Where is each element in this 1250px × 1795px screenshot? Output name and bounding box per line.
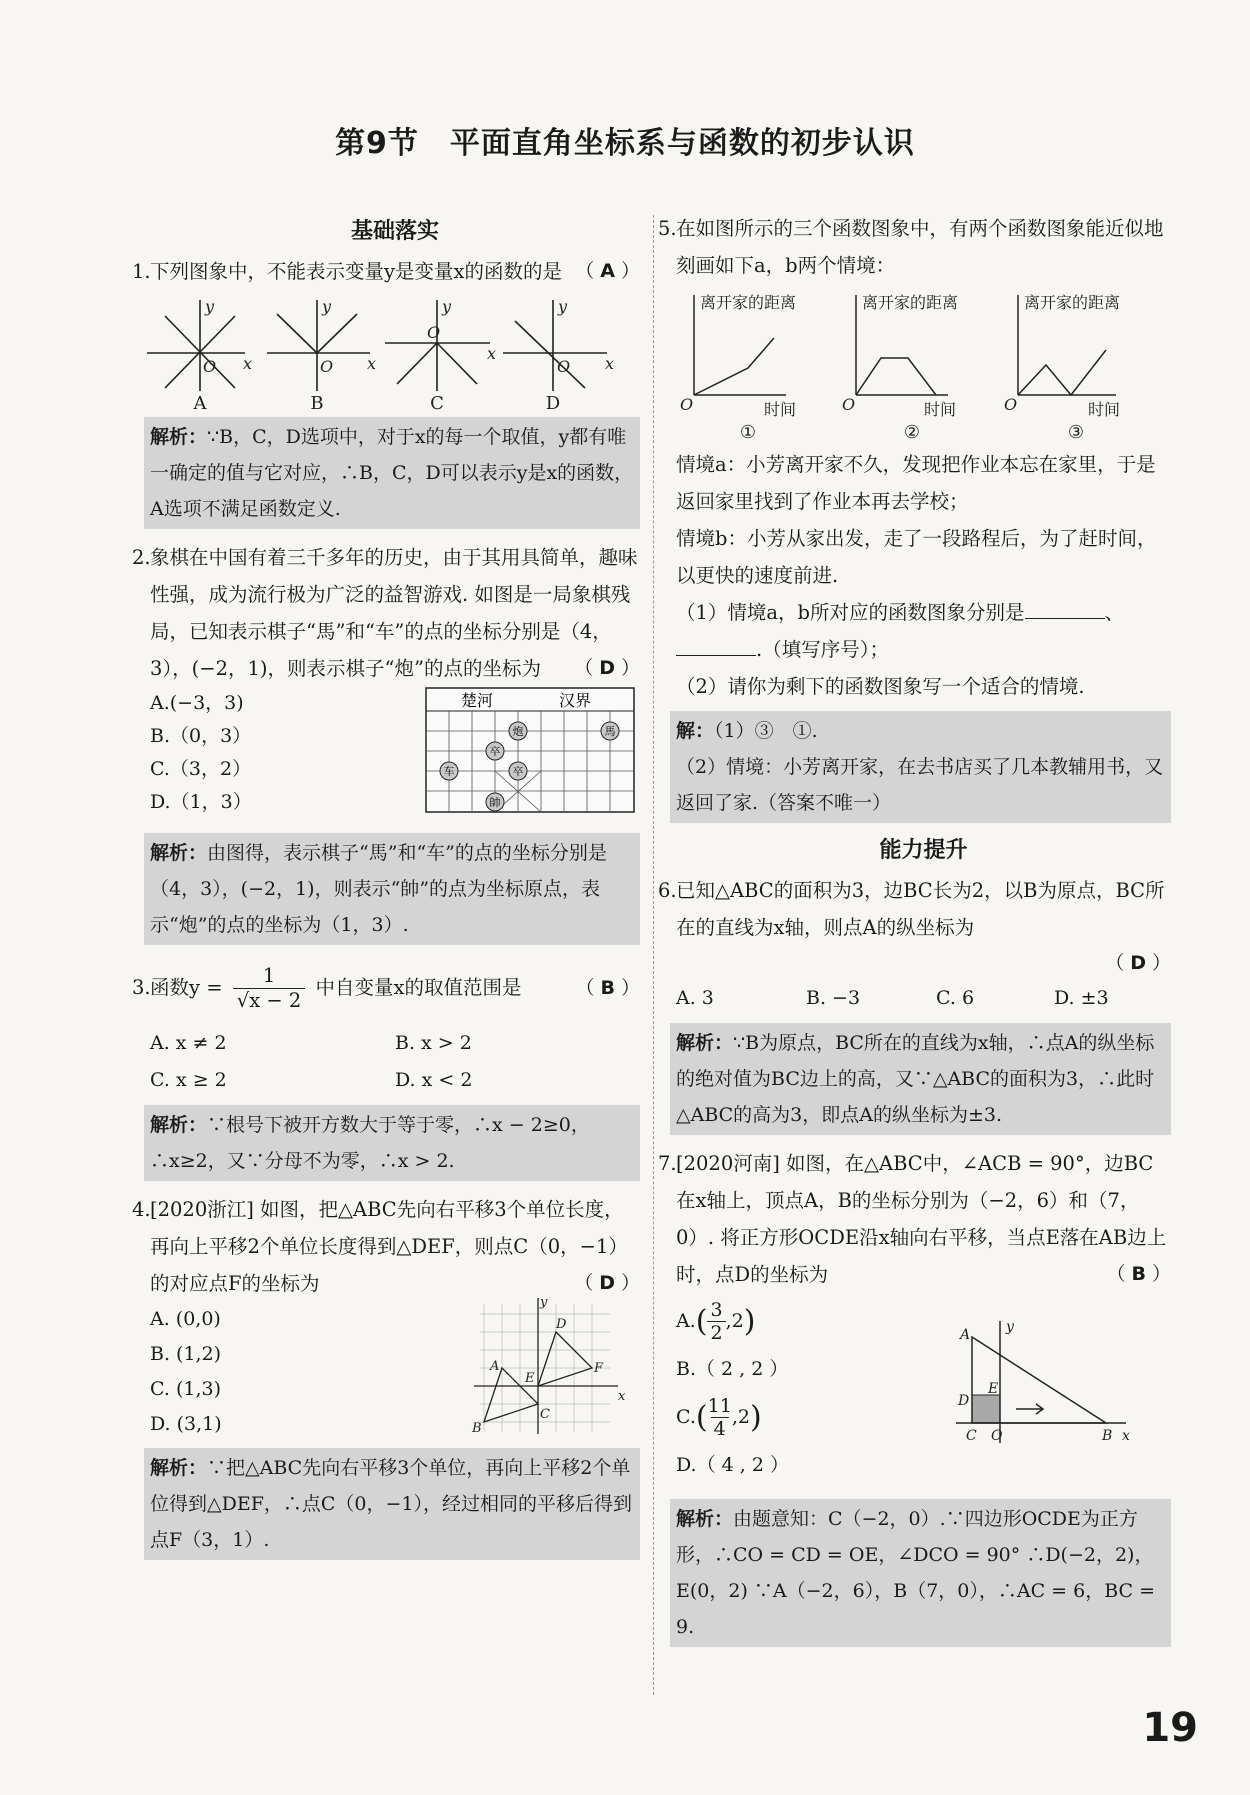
question-text: 中自变量x的取值范围是 [315,976,522,999]
option-a: A. 3 [676,987,714,1009]
question-number: 6. [658,879,677,902]
fraction-numerator: 1 [262,964,276,987]
piece-pao: 炮 [512,725,524,738]
graph-number-2: ② [903,422,921,440]
solution-4 [144,1448,640,1560]
piece-shuai: 帥 [489,796,501,809]
fraction-denominator: 4 [711,1417,729,1440]
point-b: B [472,1421,482,1436]
solution-2 [144,833,640,945]
solution-text: 由题意知：C（−2，0）.∵四边形OCDE为正方形，∴CO = CD = OE，∠DCO = 90° ∴D(−2，2)，E(0，2) ∵A（−2，6），B（7，0），∴AC = 6，BC = 9. [676,1508,1156,1638]
option-d: D. x < 2 [395,1069,473,1091]
graph-xlabel: 时间 [1088,400,1121,419]
solution-3 [144,1105,640,1181]
point-a: A [490,1359,500,1374]
solution-label: 解析： [150,842,208,864]
question-number: 5. [658,217,677,240]
point-a: A [960,1327,971,1343]
section-heading-basic: 基础落实 [350,219,439,244]
fraction-numerator: 11 [707,1394,732,1417]
point-e: E [988,1381,999,1397]
solution-label: 解析： [150,1114,208,1136]
graph-label-b: B [310,393,324,411]
axis-y: y [1006,1319,1014,1335]
blank-2 [676,635,756,656]
question-4 [132,1191,640,1302]
solution-label: 解析： [150,1457,208,1479]
page-title: 第9节 平面直角坐标系与函数的初步认识 [335,126,915,161]
option-letter: C. [676,1406,696,1428]
graph-label-c: C [430,393,444,411]
fraction [707,1299,725,1344]
solution-text-2: （2）情境：小芳离开家，在去书店买了几本教辅用书，又返回了家.（答案不唯一） [676,756,1164,814]
solution-text: ∵根号下被开方数大于等于零，∴x − 2≥0，∴x≥2，又∵分母不为零，∴x > 2. [150,1114,590,1172]
section-heading-advanced: 能力提升 [879,838,968,863]
question-number: 3. [132,976,151,999]
graph-xlabel: 时间 [924,400,957,419]
solution-text: ∵B为原点，BC所在的直线为x轴，∴点A的纵坐标的绝对值为BC边上的高，又∵△ABC的面积为3，∴此时△ABC的高为3，即点A的纵坐标为±3. [676,1032,1155,1126]
chess-board [425,687,635,817]
origin-label: O [320,357,334,376]
question-1 [132,253,640,290]
q5-part-2: （2）请你为剩下的函数图象写一个适合的情境. [676,675,1085,698]
solution-text: ∵B，C，D选项中，对于x的每一个取值，y都有唯一确定的值与它对应，∴B，C，D可以表示y是x的函数，A选项不满足函数定义. [150,426,634,520]
option-c: C. 6 [936,987,975,1009]
blank-1 [1025,598,1105,619]
axis-label: x [243,354,253,373]
answer-letter: B [1131,1263,1146,1285]
graph-label-d: D [545,393,561,411]
q2-body [150,687,640,827]
graph-label-a: A [193,393,207,411]
part-1-text: （1）情境a，b所对应的函数图象分别是 [676,601,1025,624]
solution-label: 解析： [676,1032,734,1054]
board-label-left: 楚河 [460,691,494,710]
origin-label: O [557,357,571,376]
answer-box: （ A ） [575,260,640,282]
origin-label: O [203,357,217,376]
question-text: 在如图所示的三个函数图象中，有两个函数图象能近似地刻画如下a，b两个情境： [676,217,1164,277]
option-c: C.（3，2） [150,758,252,780]
fraction-denominator: √x − 2 [233,988,306,1013]
question-text: [2020河南] 如图，在△ABC中，∠ACB = 90°，边BC在x轴上，顶点A，B的坐标分别为（−2，6）和（7，0）. 将正方形OCDE沿x轴向右平移，当点E落在AB边上时，点D的坐标为 [676,1152,1167,1286]
q7-triangle-figure [946,1313,1146,1453]
solution-label: 解： [676,720,715,742]
axis-label: x [367,354,377,373]
option-b: B.（ 2 , 2 ） [676,1358,789,1380]
graph-ylabel: 离开家的距离 [1024,293,1121,312]
question-text: 已知△ABC的面积为3，边BC长为2，以B为原点，BC所在的直线为x轴，则点A的纵坐标为 [676,879,1165,939]
part-1-sep: 、 [1104,601,1125,624]
option-letter: A. [676,1310,696,1332]
fraction [233,964,306,1013]
option-value: ,2 [725,1310,744,1332]
option-c: C. x ≥ 2 [150,1069,227,1091]
point-c: C [540,1407,550,1422]
answer-letter: A [600,260,615,282]
option-a: A. ( $\frac{3}{2}$ ,2 ) [676,1298,756,1344]
question-text: 下列图象中，不能表示变量y是变量x的函数的是 [150,260,563,283]
fraction [708,1395,732,1440]
question-2 [132,539,640,687]
left-column [132,210,640,1570]
axis-label: y [540,1295,548,1310]
piece-ma: 馬 [604,725,616,738]
function-prefix: 函数y = [150,976,223,999]
question-number: 2. [132,546,151,569]
answer-box: （ D ） [574,1272,640,1294]
fraction-numerator: 3 [710,1298,723,1321]
solution-text: 由图得，表示棋子“馬”和“车”的点的坐标分别是（4，3），(−2，1)，则表示“帥”的点为坐标原点，表示“炮”的点的坐标为（1，3）. [150,842,607,936]
question-5 [658,210,1171,284]
answer-letter: B [600,977,615,999]
option-c: C. (1,3) [150,1378,221,1400]
graph-ylabel: 离开家的距离 [700,293,797,312]
scenario-b: 情境b：小芳从家出发，走了一段路程后，为了赶时间，以更快的速度前进. [676,527,1157,587]
question-number: 4. [132,1198,151,1221]
option-value: ,2 [731,1406,750,1428]
part-1-tail: .（填写序号）； [756,638,889,661]
piece-che: 车 [443,765,455,778]
axis-label: y [205,297,215,316]
piece-zu2: 卒 [512,765,524,778]
axis-label: y [558,297,568,316]
question-text: 象棋在中国有着三千多年的历史，由于其用具简单，趣味性强，成为流行极为广泛的益智游戏. 如图是一局象棋残局，已知表示棋子“馬”和“车”的点的坐标分别是（4，3），(−2，1)，则表示棋子“炮”的点的坐标为 [150,546,638,680]
q7-body [676,1293,1171,1493]
solution-6 [670,1023,1171,1135]
point-d: D [556,1317,567,1332]
option-d: D.（ 4 , 2 ） [676,1454,789,1476]
q1-graphs [145,296,635,411]
q4-translation-figure [470,1294,630,1439]
point-b: B [1102,1428,1113,1444]
solution-7 [670,1499,1171,1647]
point-c: C [966,1428,977,1444]
option-c: C. ( $\frac{11}{4}$ ,2 ) [676,1394,762,1440]
solution-text-1: （1）③ ①. [714,720,818,742]
graph-xlabel: 时间 [764,400,797,419]
answer-box: （ D ） [574,657,640,679]
axis-label: x [618,1389,626,1404]
answer-letter: D [599,1272,615,1294]
q6-options [676,980,1171,1017]
q5-graphs [676,290,1171,440]
solution-text: ∵把△ABC先向右平移3个单位，再向上平移2个单位得到△DEF，∴点C（0，−1），经过相同的平移后得到点F（3，1）. [150,1457,633,1551]
graph-number-1: ① [739,422,757,440]
axis-label: y [442,297,452,316]
question-7 [658,1145,1171,1293]
option-d: D.（1，3） [150,791,252,813]
point-o: O [991,1428,1003,1444]
answer-box: （ D ） [1105,952,1171,974]
axis-label: y [322,297,332,316]
question-6 [658,872,1171,946]
graph-ylabel: 离开家的距离 [862,293,959,312]
answer-box: （ B ） [1106,1263,1171,1285]
origin-label: O [427,323,441,342]
option-b: B. (1,2) [150,1343,222,1365]
question-number: 7. [658,1152,677,1175]
scenario-a: 情境a：小芳离开家不久，发现把作业本忘在家里，于是返回家里找到了作业本再去学校； [676,453,1156,513]
page-number: 19 [1142,1705,1198,1751]
solution-label: 解析： [676,1508,734,1530]
solution-1 [144,417,640,529]
option-a: A. (0,0) [150,1308,221,1330]
q5-part-1 [676,594,1171,668]
option-a: A.(−3，3) [150,692,244,714]
graph-number-3: ③ [1067,422,1085,440]
axis-label: x [605,354,615,373]
board-label-right: 汉界 [558,691,592,710]
axis-label: x [487,344,497,363]
option-b: B.（0，3） [150,725,252,747]
option-d: D. (3,1) [150,1413,222,1435]
option-a: A. x ≠ 2 [150,1032,227,1054]
right-column [658,210,1171,1657]
option-b: B. −3 [806,987,861,1009]
question-3 [132,959,640,1017]
answer-letter: D [599,657,615,679]
origin-label: O [842,395,856,414]
fraction-denominator: 2 [707,1321,725,1344]
point-e: E [525,1371,535,1386]
point-d: D [958,1393,970,1409]
question-number: 1. [132,260,151,283]
point-f: F [594,1361,604,1376]
option-d: D. ±3 [1054,987,1109,1009]
origin-label: O [680,395,694,414]
piece-zu: 卒 [489,745,501,758]
option-b: B. x > 2 [395,1032,472,1054]
axis-x: x [1122,1428,1130,1444]
solution-label: 解析： [150,426,208,448]
q4-body [150,1295,640,1442]
q3-options [150,1025,640,1099]
answer-box: （ B ） [575,977,640,999]
solution-5 [670,711,1171,823]
question-text: [2020浙江] 如图，把△ABC先向右平移3个单位长度，再向上平移2个单位长度得到△DEF，则点C（0，−1）的对应点F的坐标为 [150,1198,628,1295]
origin-label: O [1004,395,1018,414]
answer-letter: D [1130,952,1146,974]
column-divider [653,215,654,1695]
